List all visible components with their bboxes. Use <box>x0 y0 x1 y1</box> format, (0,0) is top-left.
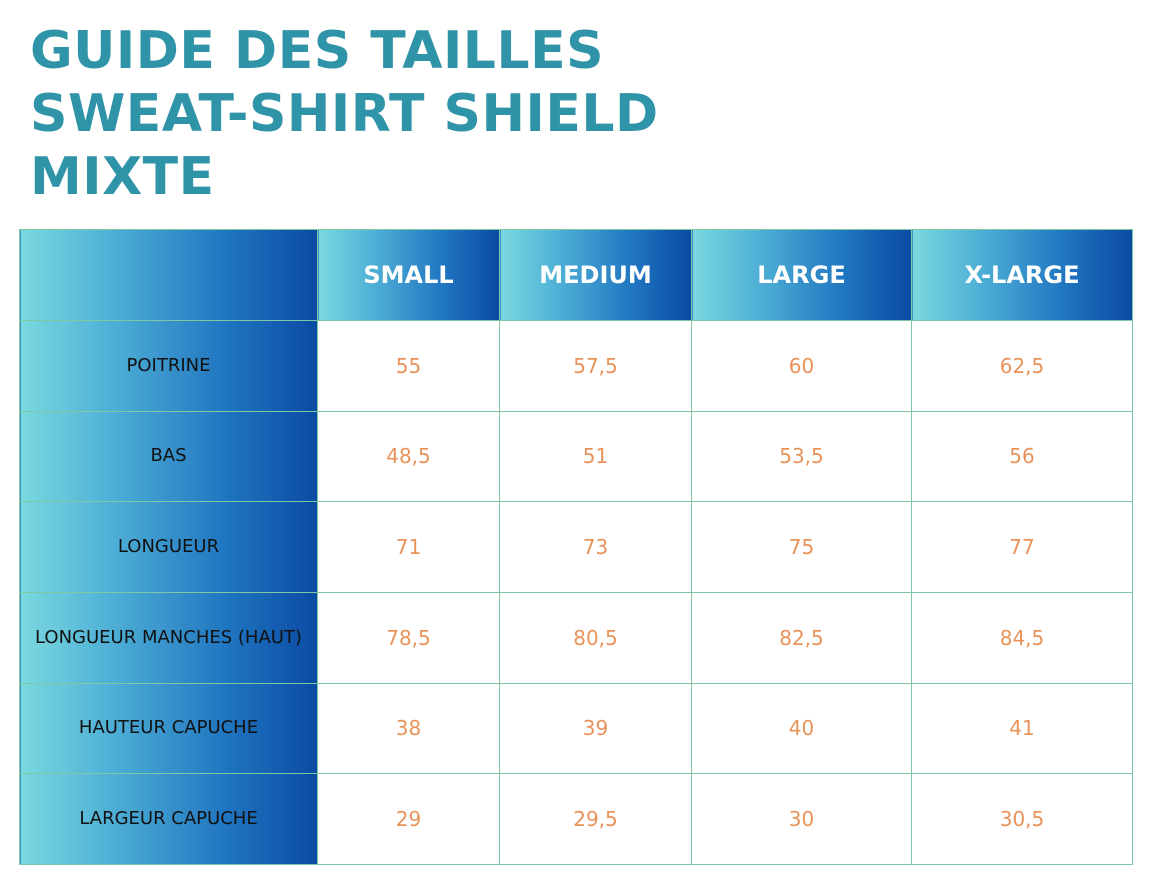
table-header-row <box>20 230 1133 321</box>
title-line-3: MIXTE <box>30 147 215 207</box>
title-line-2: SWEAT-SHIRT SHIELD <box>30 84 659 144</box>
size-guide-table <box>19 229 1133 865</box>
table-row <box>20 683 1133 774</box>
table-cell: 77 <box>912 502 1133 593</box>
table-cell: 51 <box>500 411 692 502</box>
title-line-1: GUIDE DES TAILLES <box>30 21 605 81</box>
row-label-longueur: LONGUEUR <box>20 502 318 593</box>
column-header-small: SMALL <box>318 230 500 321</box>
table-cell: 80,5 <box>500 592 692 683</box>
table-cell: 29 <box>318 774 500 865</box>
table-cell: 56 <box>912 411 1133 502</box>
table-row <box>20 411 1133 502</box>
table-cell: 84,5 <box>912 592 1133 683</box>
table-row <box>20 321 1133 412</box>
row-label-hauteur-capuche: HAUTEUR CAPUCHE <box>20 683 318 774</box>
table-cell: 62,5 <box>912 321 1133 412</box>
page-title <box>30 20 659 209</box>
table-cell: 39 <box>500 683 692 774</box>
table-cell: 78,5 <box>318 592 500 683</box>
table-cell: 53,5 <box>692 411 912 502</box>
table-cell: 41 <box>912 683 1133 774</box>
row-label-bas: BAS <box>20 411 318 502</box>
table-cell: 30,5 <box>912 774 1133 865</box>
table-cell: 30 <box>692 774 912 865</box>
row-label-poitrine: POITRINE <box>20 321 318 412</box>
column-header-large: LARGE <box>692 230 912 321</box>
row-label-largeur-capuche: LARGEUR CAPUCHE <box>20 774 318 865</box>
column-header-x-large: X-LARGE <box>912 230 1133 321</box>
table-cell: 29,5 <box>500 774 692 865</box>
row-label-longueur-manches: LONGUEUR MANCHES (HAUT) <box>20 592 318 683</box>
table-row <box>20 774 1133 865</box>
table-row <box>20 592 1133 683</box>
table-row <box>20 502 1133 593</box>
corner-cell <box>20 230 318 321</box>
table-cell: 75 <box>692 502 912 593</box>
table-cell: 60 <box>692 321 912 412</box>
table-cell: 57,5 <box>500 321 692 412</box>
table-cell: 71 <box>318 502 500 593</box>
table-cell: 48,5 <box>318 411 500 502</box>
table-cell: 55 <box>318 321 500 412</box>
table-cell: 82,5 <box>692 592 912 683</box>
table-cell: 40 <box>692 683 912 774</box>
table-cell: 38 <box>318 683 500 774</box>
table-cell: 73 <box>500 502 692 593</box>
column-header-medium: MEDIUM <box>500 230 692 321</box>
